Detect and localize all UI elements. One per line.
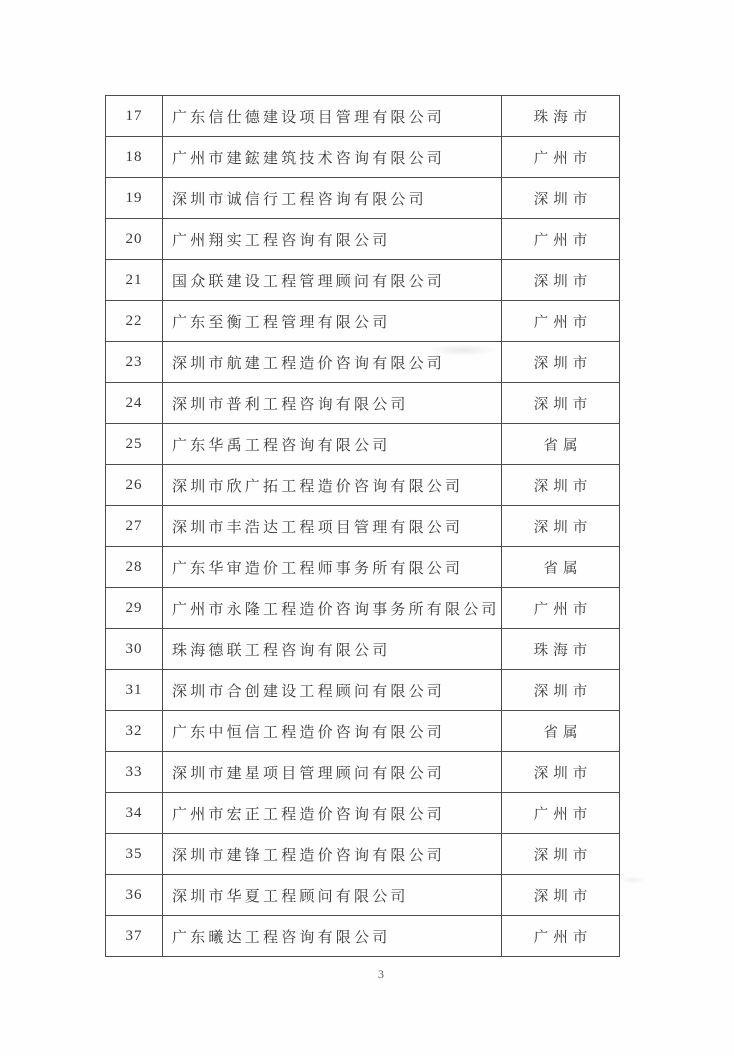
row-number-cell: 30 bbox=[106, 629, 163, 669]
table-row bbox=[106, 506, 619, 547]
company-name-cell: 广州市建鋐建筑技术咨询有限公司 bbox=[163, 137, 502, 177]
row-number-cell: 19 bbox=[106, 178, 163, 218]
company-name-cell: 深圳市普利工程咨询有限公司 bbox=[163, 383, 502, 423]
company-name-cell: 广州市永隆工程造价咨询事务所有限公司 bbox=[163, 588, 502, 628]
row-number-cell: 37 bbox=[106, 916, 163, 956]
company-name-cell: 深圳市诚信行工程咨询有限公司 bbox=[163, 178, 502, 218]
city-cell: 广州市 bbox=[533, 601, 593, 618]
table-row bbox=[106, 424, 619, 465]
table-row bbox=[106, 137, 619, 178]
company-name-cell: 广东华审造价工程师事务所有限公司 bbox=[163, 547, 502, 587]
company-name-cell: 广东中恒信工程造价咨询有限公司 bbox=[163, 711, 502, 751]
row-number-cell: 22 bbox=[106, 301, 163, 341]
row-number-cell: 20 bbox=[106, 219, 163, 259]
table-row bbox=[106, 178, 619, 219]
city-cell: 深圳市 bbox=[533, 355, 593, 372]
row-number-cell: 23 bbox=[106, 342, 163, 382]
company-name-cell: 深圳市欣广拓工程造价咨询有限公司 bbox=[163, 465, 502, 505]
city-cell: 深圳市 bbox=[533, 519, 593, 536]
row-number-cell: 18 bbox=[106, 137, 163, 177]
company-list-table bbox=[105, 95, 620, 957]
table-row bbox=[106, 588, 619, 629]
company-name-cell: 深圳市航建工程造价咨询有限公司 bbox=[163, 342, 502, 382]
company-name-cell: 广东曦达工程咨询有限公司 bbox=[163, 916, 502, 956]
table-row bbox=[106, 752, 619, 793]
company-name-cell: 广东华禹工程咨询有限公司 bbox=[163, 424, 502, 464]
row-number-cell: 36 bbox=[106, 875, 163, 915]
table-row bbox=[106, 260, 619, 301]
company-name-cell: 深圳市建星项目管理顾问有限公司 bbox=[163, 752, 502, 792]
page-number: 3 bbox=[378, 967, 384, 981]
city-cell: 深圳市 bbox=[533, 888, 593, 905]
table-row bbox=[106, 547, 619, 588]
row-number-cell: 29 bbox=[106, 588, 163, 628]
row-number-cell: 32 bbox=[106, 711, 163, 751]
table-row bbox=[106, 96, 619, 137]
table-row bbox=[106, 301, 619, 342]
company-name-cell: 广州市宏正工程造价咨询有限公司 bbox=[163, 793, 502, 833]
company-name-cell: 广东信仕德建设项目管理有限公司 bbox=[163, 96, 502, 136]
row-number-cell: 26 bbox=[106, 465, 163, 505]
city-cell: 广州市 bbox=[533, 806, 593, 823]
company-name-cell: 广州翔实工程咨询有限公司 bbox=[163, 219, 502, 259]
city-cell: 深圳市 bbox=[533, 273, 593, 290]
row-number-cell: 35 bbox=[106, 834, 163, 874]
city-cell: 珠海市 bbox=[533, 642, 593, 659]
city-cell: 深圳市 bbox=[533, 478, 593, 495]
city-cell: 深圳市 bbox=[533, 683, 593, 700]
row-number-cell: 28 bbox=[106, 547, 163, 587]
row-number-cell: 24 bbox=[106, 383, 163, 423]
city-cell: 省属 bbox=[543, 437, 583, 454]
table-row bbox=[106, 629, 619, 670]
table-row bbox=[106, 465, 619, 506]
company-name-cell: 深圳市合创建设工程顾问有限公司 bbox=[163, 670, 502, 710]
city-cell: 深圳市 bbox=[533, 191, 593, 208]
company-name-cell: 深圳市丰浩达工程项目管理有限公司 bbox=[163, 506, 502, 546]
company-name-cell: 国众联建设工程管理顾问有限公司 bbox=[163, 260, 502, 300]
row-number-cell: 25 bbox=[106, 424, 163, 464]
city-cell: 广州市 bbox=[533, 232, 593, 249]
company-name-cell: 广东至衡工程管理有限公司 bbox=[163, 301, 502, 341]
table-row bbox=[106, 219, 619, 260]
table-row bbox=[106, 711, 619, 752]
scan-smudge-artifact bbox=[620, 876, 646, 884]
city-cell: 省属 bbox=[543, 560, 583, 577]
table-row bbox=[106, 793, 619, 834]
city-cell: 广州市 bbox=[533, 314, 593, 331]
city-cell: 珠海市 bbox=[533, 109, 593, 126]
company-name-cell: 珠海德联工程咨询有限公司 bbox=[163, 629, 502, 669]
table-row bbox=[106, 670, 619, 711]
city-cell: 深圳市 bbox=[533, 765, 593, 782]
city-cell: 广州市 bbox=[533, 150, 593, 167]
row-number-cell: 21 bbox=[106, 260, 163, 300]
row-number-cell: 27 bbox=[106, 506, 163, 546]
table-row bbox=[106, 383, 619, 424]
row-number-cell: 33 bbox=[106, 752, 163, 792]
table-row bbox=[106, 916, 619, 956]
city-cell: 深圳市 bbox=[533, 847, 593, 864]
row-number-cell: 31 bbox=[106, 670, 163, 710]
row-number-cell: 34 bbox=[106, 793, 163, 833]
company-name-cell: 深圳市建锋工程造价咨询有限公司 bbox=[163, 834, 502, 874]
table-row bbox=[106, 834, 619, 875]
company-name-cell: 深圳市华夏工程顾问有限公司 bbox=[163, 875, 502, 915]
table-row bbox=[106, 875, 619, 916]
city-cell: 省属 bbox=[543, 724, 583, 741]
city-cell: 深圳市 bbox=[533, 396, 593, 413]
row-number-cell: 17 bbox=[106, 96, 163, 136]
table-row bbox=[106, 342, 619, 383]
city-cell: 广州市 bbox=[533, 929, 593, 946]
